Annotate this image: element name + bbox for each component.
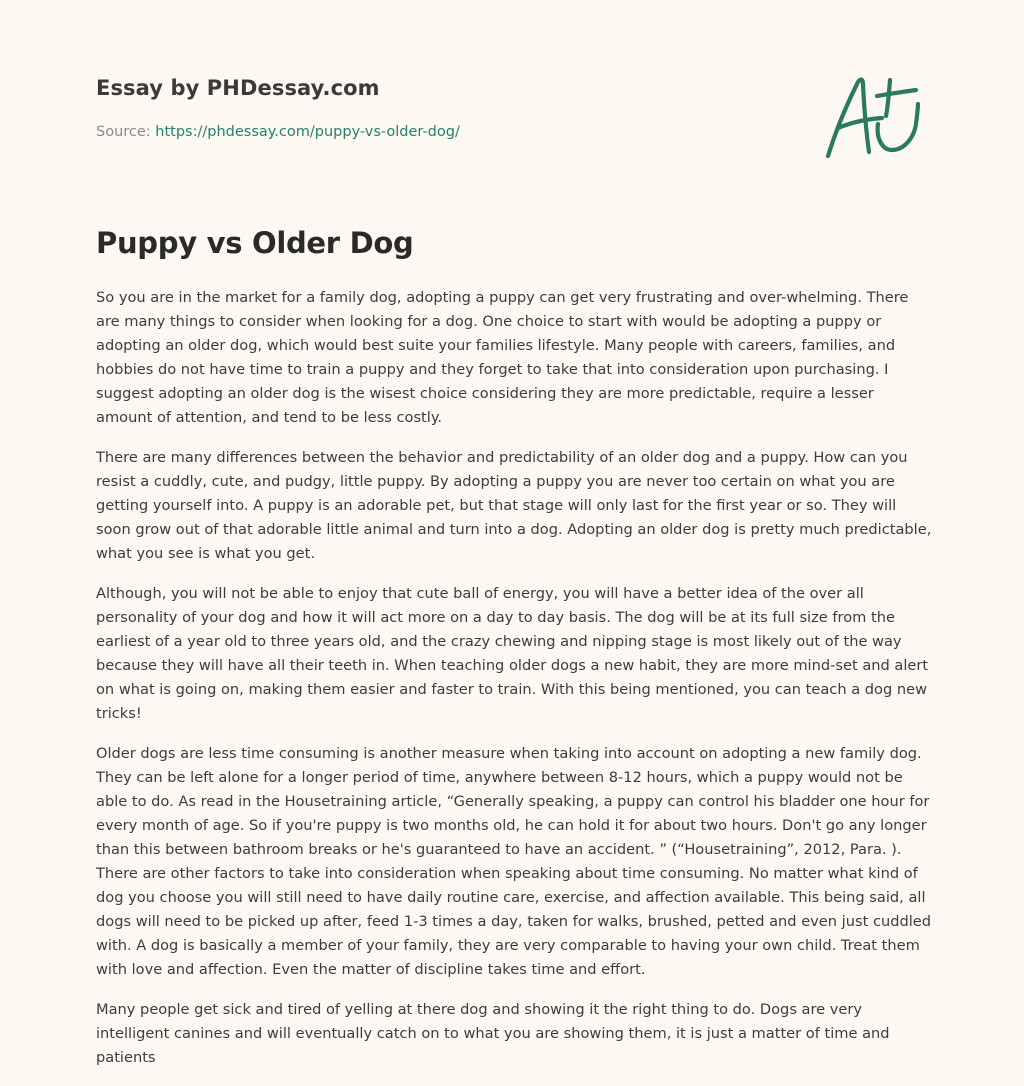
essay-paragraph: Many people get sick and tired of yelling at there dog and showing it the right thing to do. Dogs are very intelligent canines and will eventually catch on to what you are showing them, it is just a matter of time and patients — [96, 1001, 890, 1066]
document-header — [96, 0, 932, 200]
a-plus-grade-icon — [822, 68, 926, 164]
essay-paragraph: So you are in the market for a family dog, adopting a puppy can get very frustrating and over-whelming. There are many things to consider when looking for a dog. One choice to start with would be adopting a puppy or adopting an older dog, which would best suite your families lifestyle. Many people with careers, families, and hobbies do not have time to train a puppy and they forget to take that into consideration upon purchasing. I suggest adopting an older dog is the wisest choice considering they are more predictable, require a lesser amount of attention, and tend to be less costly. — [96, 289, 909, 426]
essay-paragraph: Although, you will not be able to enjoy that cute ball of energy, you will have a better idea of the over all personality of your dog and how it will act more on a day to day basis. The dog will be at its full size from the earliest of a year old to three years old, and the crazy chewing and nipping stage is most likely out of the way because they will have all their teeth in. When teaching older dogs a new habit, they are more mind-set and alert on what is going on, making them easier and faster to train. With this being mentioned, you can teach a dog new tricks! — [96, 585, 929, 722]
document-page — [96, 0, 932, 1066]
essay-body — [96, 286, 932, 1086]
essay-paragraph: Older dogs are less time consuming is another measure when taking into account on adopting a new family dog. They can be left alone for a longer period of time, anywhere between 8-12 hours, which a puppy would not be able to do. As read in the Housetraining article, “Generally speaking, a puppy can control his bladder one hour for every month of age. So if you're puppy is two months old, he can hold it for about two hours. Don't go any longer than this between bathroom breaks or he's guaranteed to have an accident. ” (“Housetraining”, 2012, Para. ). There are other factors to take into consideration when speaking about time consuming. No matter what kind of dog you choose you will still need to have daily routine care, exercise, and affection available. This being said, all dogs will need to be picked up after, feed 1-3 times a day, taken for walks, brushed, petted and even just cuddled with. A dog is basically a member of your family, they are very comparable to having your own child. Treat them with love and affection. Even the matter of discipline takes time and effort. — [96, 745, 932, 978]
source-line — [96, 124, 460, 140]
source-label: Source: — [96, 124, 156, 140]
site-title: Essay by PHDessay.com — [96, 76, 380, 100]
source-link[interactable]: https://phdessay.com/puppy-vs-older-dog/ — [155, 124, 460, 140]
essay-title: Puppy vs Older Dog — [96, 226, 414, 260]
essay-paragraph: There are many differences between the behavior and predictability of an older dog and a puppy. How can you resist a cuddly, cute, and pudgy, little puppy. By adopting a puppy you are never too certain on what you are getting yourself into. A puppy is an adorable pet, but that stage will only last for the first year or so. They will soon grow out of that adorable little animal and turn into a dog. Adopting an older dog is pretty much predictable, what you see is what you get. — [96, 449, 932, 562]
